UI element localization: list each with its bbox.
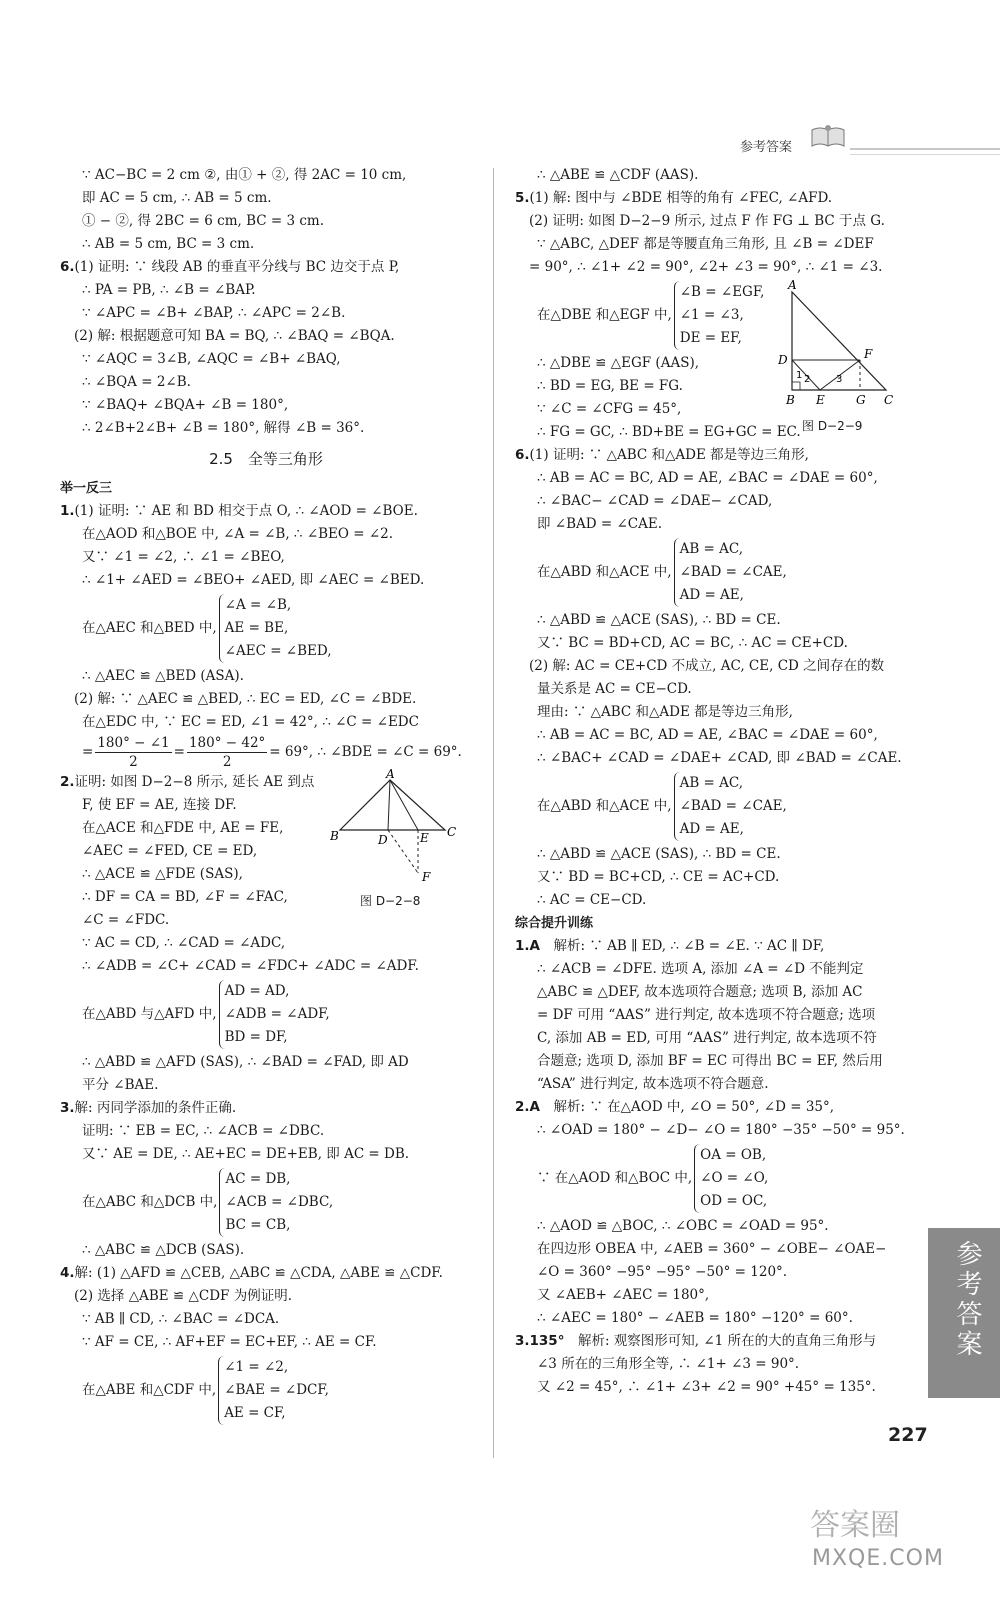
answer-line: ∴ ∠AEC = 180° − ∠AEB = 180° −120° = 60°. xyxy=(537,1310,853,1326)
answer-line: 平分 ∠BAE. xyxy=(82,1077,159,1093)
answer-line: 即 ∠BAD = ∠CAE. xyxy=(537,516,663,532)
fraction xyxy=(187,734,267,771)
system-row: ∠A = ∠B, xyxy=(224,597,292,613)
answer-line: ∴ △ACE ≌ △FDE (SAS), xyxy=(82,866,243,882)
right-triangle-diagram xyxy=(778,278,898,413)
header-rule-thin xyxy=(850,154,1000,155)
answer-line: 又 ∠AEB+ ∠AEC = 180°, xyxy=(537,1287,710,1303)
question-number: 3.135° xyxy=(515,1333,565,1349)
equation-system xyxy=(60,980,472,1049)
answer-line: ∴ △ABD ≌ △AFD (SAS), ∴ ∠BAD = ∠FAD, 即 AD xyxy=(82,1054,409,1070)
fraction-line: = $\frac{180^\circ - \angle 1}{2}$ = $\frac{180^\circ - 42^\circ}{2}$ = 69°, ∴ ∠BDE = ∠C = 69°. xyxy=(82,735,462,770)
question-number: 3. xyxy=(60,1100,75,1116)
fraction-numerator: 180° − ∠1 xyxy=(97,735,170,751)
system-brace xyxy=(674,772,787,841)
answer-line: ∴ ∠BAC+ ∠CAD = ∠DAE+ ∠CAD, 即 ∠BAD = ∠CAE. xyxy=(537,750,902,766)
page-header xyxy=(640,118,1000,158)
equation-system xyxy=(515,772,910,841)
page-number: 227 xyxy=(888,1424,928,1446)
answer-line: 在△ACE 和△FDE 中, AE = FE, xyxy=(82,820,284,836)
answer-line: (1) 证明: ∵ △ABC 和△ADE 都是等边三角形, xyxy=(529,447,809,463)
question-number: 2. xyxy=(60,774,75,790)
system-prefix: 在△ABC 和△DCB 中, xyxy=(82,1194,218,1210)
answer-line: (1) 证明: ∵ AE 和 BD 相交于点 O, ∴ ∠AOD = ∠BOE. xyxy=(74,503,418,519)
answer-line: = DF 可用 “AAS” 进行判定, 故本选项不符合题意; 选项 xyxy=(537,1007,876,1023)
question-number: 2.A xyxy=(515,1099,540,1115)
system-row: AD = AE, xyxy=(679,587,744,603)
answer-line: ∠C = ∠FDC. xyxy=(82,912,170,928)
answer-line: 证明: 如图 D−2−8 所示, 延长 AE 到点 xyxy=(74,774,315,790)
system-row: AC = DB, xyxy=(225,1171,291,1187)
system-prefix: 在△ABD 和△ACE 中, xyxy=(537,564,672,580)
system-brace xyxy=(694,1144,768,1213)
svg-text:F: F xyxy=(422,870,431,884)
answer-line: △ABC ≌ △DEF, 故本选项符合题意; 选项 B, 添加 AC xyxy=(537,984,863,1000)
system-row: ∠BAD = ∠CAE, xyxy=(679,798,787,814)
system-row: ∠B = ∠EGF, xyxy=(679,284,765,300)
answer-line: ∵ ∠APC = ∠B+ ∠BAP, ∴ ∠APC = 2∠B. xyxy=(82,305,346,321)
system-row: OA = OB, xyxy=(700,1147,767,1163)
answer-line: ∴ ∠OAD = 180° − ∠D− ∠O = 180° −35° −50° = 95°. xyxy=(537,1122,905,1138)
system-prefix: 在△ABD 与△AFD 中, xyxy=(82,1006,217,1022)
answer-line: ∴ FG = GC, ∴ BD+BE = EG+GC = EC. xyxy=(537,424,801,440)
svg-text:B: B xyxy=(786,393,795,407)
question-number: 6. xyxy=(60,259,75,275)
answer-line: ∠AEC = ∠FED, CE = ED, xyxy=(82,843,258,859)
answer-line: ∴ AB = AC = BC, AD = AE, ∠BAC = ∠DAE = 60°, xyxy=(537,470,878,486)
system-brace xyxy=(674,538,787,607)
watermark-url: MXQE.COM xyxy=(812,1546,944,1571)
answer-line: ∵ AC = CD, ∴ ∠CAD = ∠ADC, xyxy=(82,935,286,951)
triangle-diagram xyxy=(330,768,465,888)
answer-line: C, 添加 AB = ED, 可用 “AAS” 进行判定, 故本选项不符 xyxy=(537,1030,877,1046)
answer-line: ∴ AB = 5 cm, BC = 3 cm. xyxy=(82,236,255,252)
answer-line: (1) 解: 图中与 ∠BDE 相等的角有 ∠FEC, ∠AFD. xyxy=(529,190,833,206)
answer-line: ∴ △DBE ≌ △EGF (AAS), xyxy=(537,355,700,371)
equation-system xyxy=(60,594,472,663)
answer-line: ∴ AB = AC = BC, AD = AE, ∠BAC = ∠DAE = 60°, xyxy=(537,727,878,743)
answer-line: ∴ △ABC ≌ △DCB (SAS). xyxy=(82,1242,245,1258)
question-number: 1. xyxy=(60,503,75,519)
side-tab-label: 参考答案 xyxy=(952,1240,982,1360)
system-brace xyxy=(674,281,765,350)
answer-line: ∴ ∠ACB = ∠DFE. 选项 A, 添加 ∠A = ∠D 不能判定 xyxy=(537,961,864,977)
system-row: DE = EF, xyxy=(679,330,742,346)
svg-text:E: E xyxy=(420,831,429,845)
equation-system xyxy=(515,1144,910,1213)
system-row: ∠ADB = ∠ADF, xyxy=(224,1006,330,1022)
svg-text:D: D xyxy=(378,833,388,847)
equation-system xyxy=(60,1168,472,1237)
answer-line: 理由: ∵ △ABC 和△ADE 都是等边三角形, xyxy=(537,704,793,720)
answer-line: ∵ AC−BC = 2 cm ②, 由① + ②, 得 2AC = 10 cm, xyxy=(82,167,407,183)
answer-line: ∴ △AEC ≌ △BED (ASA). xyxy=(82,668,244,684)
svg-text:A: A xyxy=(788,278,797,292)
answer-line: ∴ △ABD ≌ △ACE (SAS), ∴ BD = CE. xyxy=(537,612,781,628)
header-label: 参考答案 xyxy=(740,140,793,155)
system-row: AB = AC, xyxy=(679,775,744,791)
system-prefix: 在△ABD 和△ACE 中, xyxy=(537,798,672,814)
answer-line: ∴ ∠BAC− ∠CAD = ∠DAE− ∠CAD, xyxy=(537,493,773,509)
system-row: AD = AE, xyxy=(679,821,744,837)
answer-line: 在△EDC 中, ∵ EC = ED, ∠1 = 42°, ∴ ∠C = ∠EDC xyxy=(82,714,419,730)
header-rule xyxy=(850,148,1000,150)
answer-line: = 90°, ∴ ∠1+ ∠2 = 90°, ∠2+ ∠3 = 90°, ∴ ∠1 = ∠3. xyxy=(529,259,883,275)
column-divider xyxy=(493,168,494,1458)
figure-d-2-9 xyxy=(778,278,898,438)
system-prefix: 在△DBE 和△EGF 中, xyxy=(537,307,672,323)
answer-line: (2) 选择 △ABE ≌ △CDF 为例证明. xyxy=(74,1288,292,1304)
answer-line: ∵ AB ∥ CD, ∴ ∠BAC = ∠DCA. xyxy=(82,1311,280,1327)
system-brace xyxy=(219,980,330,1049)
question-number: 4. xyxy=(60,1265,75,1281)
answer-line: 解: (1) △AFD ≌ △CEB, △ABC ≌ △CDA, △ABE ≌ △CDF. xyxy=(74,1265,443,1281)
system-brace xyxy=(219,1168,333,1237)
answer-line: 量关系是 AC = CE−CD. xyxy=(537,681,692,697)
figure-caption: 图 D−2−8 xyxy=(360,894,421,908)
equation-system xyxy=(515,538,910,607)
answer-line: 解: 丙同学添加的条件正确. xyxy=(74,1100,237,1116)
answer-line: (2) 解: ∵ △AEC ≌ △BED, ∴ EC = ED, ∠C = ∠BDE. xyxy=(74,691,417,707)
answer-line: (2) 解: 根据题意可知 BA = BQ, ∴ ∠BAQ = ∠BQA. xyxy=(74,328,395,344)
answer-line: 又∵ AE = DE, ∴ AE+EC = DE+EB, 即 AC = DB. xyxy=(82,1146,410,1162)
answer-line: (2) 证明: 如图 D−2−9 所示, 过点 F 作 FG ⊥ BC 于点 G. xyxy=(529,213,885,229)
answer-line: ∵ ∠BAQ+ ∠BQA+ ∠B = 180°, xyxy=(82,397,289,413)
answer-line: ∠O = 360° −95° −95° −50° = 120°. xyxy=(537,1264,788,1280)
system-row: AD = AD, xyxy=(224,983,290,999)
answer-line: ∵ ∠AQC = 3∠B, ∠AQC = ∠B+ ∠BAQ, xyxy=(82,351,341,367)
system-prefix: 在△ABE 和△CDF 中, xyxy=(82,1382,217,1398)
system-row: ∠BAE = ∠DCF, xyxy=(224,1382,329,1398)
system-brace xyxy=(218,1356,329,1425)
system-row: ∠BAD = ∠CAE, xyxy=(679,564,787,580)
answer-line: 又 ∠2 = 45°, ∴ ∠1+ ∠3+ ∠2 = 90° +45° = 135°. xyxy=(537,1379,876,1395)
answer-line: ∴ DF = CA = BD, ∠F = ∠FAC, xyxy=(82,889,288,905)
subsection-title: 综合提升训练 xyxy=(515,916,594,931)
fraction xyxy=(95,734,171,771)
answer-line: ∴ ∠ADB = ∠C+ ∠CAD = ∠FDC+ ∠ADC = ∠ADF. xyxy=(82,958,419,974)
svg-text:C: C xyxy=(884,393,894,407)
system-row: OD = OC, xyxy=(700,1193,768,1209)
system-row: AB = AC, xyxy=(679,541,744,557)
answer-line: ∴ BD = EG, BE = FG. xyxy=(537,378,683,394)
answer-line: “ASA” 进行判定, 故本选项不符合题意. xyxy=(537,1076,769,1092)
answer-line: F, 使 EF = AE, 连接 DF. xyxy=(82,797,237,813)
fraction-tail: = 69°, ∴ ∠BDE = ∠C = 69°. xyxy=(269,744,462,760)
question-number: 6. xyxy=(515,447,530,463)
answer-line: ① − ②, 得 2BC = 6 cm, BC = 3 cm. xyxy=(82,213,325,229)
answer-line: ∴ △ABD ≌ △ACE (SAS), ∴ BD = CE. xyxy=(537,846,781,862)
system-row: ∠1 = ∠2, xyxy=(224,1359,289,1375)
figure-d-2-8 xyxy=(330,768,465,918)
watermark-logo: 答案圈 xyxy=(810,1508,900,1543)
answer-line: ∴ 2∠B+2∠B+ ∠B = 180°, 解得 ∠B = 36°. xyxy=(82,420,365,436)
system-row: BD = DF, xyxy=(224,1029,288,1045)
system-row: AE = CF, xyxy=(224,1405,286,1421)
answer-line: ∴ ∠BQA = 2∠B. xyxy=(82,374,191,390)
answer-line: ∵ AF = CE, ∴ AF+EF = EC+EF, ∴ AE = CF. xyxy=(82,1334,377,1350)
svg-text:3: 3 xyxy=(836,374,843,385)
answer-line: ∴ PA = PB, ∴ ∠B = ∠BAP. xyxy=(82,282,256,298)
question-number: 5. xyxy=(515,190,530,206)
svg-text:B: B xyxy=(330,829,339,843)
answer-line: 又∵ ∠1 = ∠2, ∴ ∠1 = ∠BEO, xyxy=(82,549,285,565)
section-title: 2.5 全等三角形 xyxy=(209,450,323,468)
system-row: ∠O = ∠O, xyxy=(700,1170,769,1186)
equation-system xyxy=(60,1356,472,1425)
svg-text:2: 2 xyxy=(804,374,811,385)
system-row: BC = CB, xyxy=(225,1217,291,1233)
answer-line: ∠3 所在的三角形全等, ∴ ∠1+ ∠3 = 90°. xyxy=(537,1356,800,1372)
svg-text:C: C xyxy=(447,825,457,839)
subsection-title: 举一反三 xyxy=(60,481,113,496)
answer-line: 解析: 观察图形可知, ∠1 所在的大的直角三角形与 xyxy=(577,1333,877,1349)
answer-line: 在四边形 OBEA 中, ∠AEB = 360° − ∠OBE− ∠OAE− xyxy=(537,1241,887,1257)
fraction-denominator: 2 xyxy=(222,754,232,770)
system-brace xyxy=(219,594,332,663)
answer-line: 又∵ BC = BD+CD, AC = BC, ∴ AC = CE+CD. xyxy=(537,635,848,651)
answer-line: 合题意; 选项 D, 添加 BF = EC 可得出 BC = EF, 然后用 xyxy=(537,1053,883,1069)
svg-text:F: F xyxy=(864,347,873,361)
fraction-numerator: 180° − 42° xyxy=(188,735,266,751)
answer-line: ∴ ∠1+ ∠AED = ∠BEO+ ∠AED, 即 ∠AEC = ∠BED. xyxy=(82,572,425,588)
system-prefix: 在△AEC 和△BED 中, xyxy=(82,620,217,636)
answer-line: 又∵ BD = BC+CD, ∴ CE = AC+CD. xyxy=(537,869,780,885)
system-prefix: ∵ 在△AOD 和△BOC 中, xyxy=(537,1170,693,1186)
svg-text:D: D xyxy=(778,353,788,367)
answer-line: (1) 证明: ∵ 线段 AB 的垂直平分线与 BC 边交于点 P, xyxy=(74,259,400,275)
answer-line: 在△AOD 和△BOE 中, ∠A = ∠B, ∴ ∠BEO = ∠2. xyxy=(82,526,394,542)
answer-line: 证明: ∵ EB = EC, ∴ ∠ACB = ∠DBC. xyxy=(82,1123,325,1139)
system-row: AE = BE, xyxy=(224,620,289,636)
answer-line: 解析: ∵ AB ∥ ED, ∴ ∠B = ∠E. ∵ AC ∥ DF, xyxy=(553,938,825,954)
svg-text:A: A xyxy=(386,768,395,781)
svg-text:G: G xyxy=(856,393,866,407)
answer-line: ∵ ∠C = ∠CFG = 45°, xyxy=(537,401,682,417)
system-row: ∠1 = ∠3, xyxy=(679,307,744,323)
answer-line: ∴ △AOD ≌ △BOC, ∴ ∠OBC = ∠OAD = 95°. xyxy=(537,1218,829,1234)
answer-line: ∴ △ABE ≌ △CDF (AAS). xyxy=(537,167,699,183)
answer-line: 即 AC = 5 cm, ∴ AB = 5 cm. xyxy=(82,190,272,206)
question-number: 1.A xyxy=(515,938,540,954)
answer-line: (2) 解: AC = CE+CD 不成立, AC, CE, CD 之间存在的数 xyxy=(529,658,885,674)
svg-text:E: E xyxy=(816,393,825,407)
system-row: ∠AEC = ∠BED, xyxy=(224,643,332,659)
svg-text:1: 1 xyxy=(796,370,803,381)
answer-line: ∴ AC = CE−CD. xyxy=(537,892,647,908)
system-row: ∠ACB = ∠DBC, xyxy=(225,1194,334,1210)
book-icon xyxy=(810,124,846,150)
figure-caption: 图 D−2−9 xyxy=(802,419,863,433)
answer-line: ∵ △ABC, △DEF 都是等腰直角三角形, 且 ∠B = ∠DEF xyxy=(537,236,874,252)
answer-line: 解析: ∵ 在△AOD 中, ∠O = 50°, ∠D = 35°, xyxy=(553,1099,835,1115)
fraction-denominator: 2 xyxy=(129,754,138,770)
